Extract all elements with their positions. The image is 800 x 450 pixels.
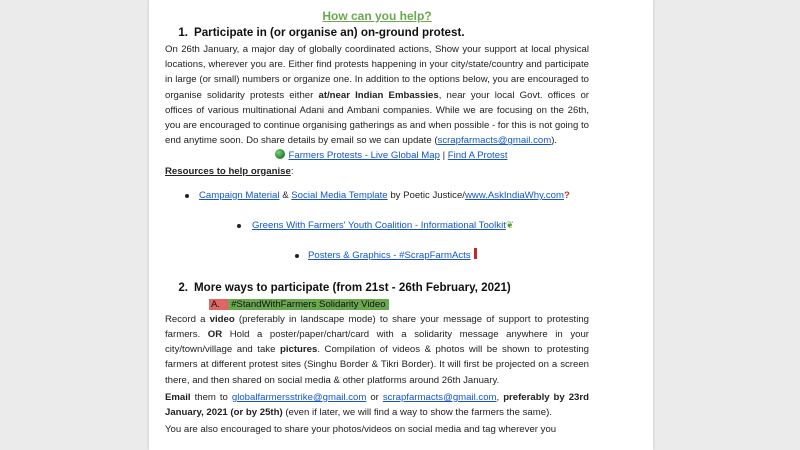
resource-item-3-text <box>308 241 477 271</box>
help-heading: How can you help? <box>322 9 432 23</box>
resource-item-3 <box>165 241 589 271</box>
resources-colon: : <box>290 165 294 177</box>
deadline-bold: preferably by 23rd January, 2021 (or by 25th) <box>165 391 589 419</box>
subsection-a-letter: A. <box>209 299 228 310</box>
question-mark-icon: ? <box>563 189 570 201</box>
para-text-rest: , near your local Govt. offices or offices of various multinational Adani and Ambani companies. While we are focusing on the 26th, you are encouraged to continue organising gatherings as and when possible - for this is not going to end anytime soon. Do share details by email so we can update ( <box>165 89 590 147</box>
p2-text: them to <box>190 391 232 403</box>
resource-item-1-text <box>199 181 570 211</box>
p2-text: , <box>496 391 504 403</box>
link-separator: | <box>442 150 446 162</box>
askindiawhy-link[interactable]: www.AskIndiaWhy.com <box>464 189 564 201</box>
document-page <box>149 0 653 450</box>
video-bold: video <box>209 313 235 325</box>
email-paragraph <box>165 390 589 420</box>
section-1-number: 1. <box>178 26 188 39</box>
bullet-dot <box>295 254 299 258</box>
section-2-title <box>165 279 589 297</box>
campaign-material-link[interactable]: Campaign Material <box>199 189 280 201</box>
section-1-title-text: Participate in (or organise an) on-ground protest. <box>194 26 465 39</box>
scrapfarmacts-email-link[interactable]: scrapfarmacts@gmail.com <box>382 391 497 403</box>
resource-item-2-text <box>252 211 514 241</box>
posters-graphics-link[interactable]: Posters & Graphics - #ScrapFarmActs <box>308 249 471 261</box>
para-end: ). <box>551 135 558 147</box>
find-a-protest-link[interactable]: Find A Protest <box>447 150 508 162</box>
solidarity-video-title: #StandWithFarmers Solidarity Video <box>228 299 388 310</box>
p1-text: . Compilation of videos & photos will be shown to protesting farmers at different protest sites (Singhu Border & Tikri Border). It will first be projected on a screen there, and then shared on social media & other platforms around 26th January. <box>165 344 589 386</box>
pictures-bold: pictures <box>280 344 318 356</box>
email-bold: Email <box>165 391 191 403</box>
document-content <box>165 0 589 437</box>
bullet-dot <box>185 194 189 198</box>
live-global-map-link[interactable]: Farmers Protests - Live Global Map <box>288 150 440 162</box>
section-1-title <box>165 24 589 42</box>
social-media-template-link[interactable]: Social Media Template <box>291 189 388 201</box>
globe-icon <box>275 149 285 159</box>
ampersand: & <box>282 189 289 201</box>
youth-coalition-toolkit-link[interactable]: Greens With Farmers' Youth Coalition - Informational Toolkit <box>252 219 506 231</box>
p1-text: Record a <box>165 313 210 325</box>
resource-item-2 <box>165 211 589 241</box>
globalfarmersstrike-email-link[interactable]: globalfarmersstrike@gmail.com <box>231 391 367 403</box>
p2-text: or <box>366 391 383 403</box>
resource-item-1 <box>165 181 589 211</box>
embassies-bold: at/near Indian Embassies <box>318 89 439 101</box>
section-1-paragraph <box>165 42 589 148</box>
para-text: On 26th January, a major day of globally coordinated actions, Show your support at local physical locations, wherever you are. Either find protests happening in your city/state/country and participate in large (or small) numbers or organize one. In addition to the options below, you are encouraged to organise solidarity protests either <box>165 44 589 101</box>
p1-text: (preferably in landscape mode) to share your message of support to protesting farmers. <box>165 313 590 341</box>
poetic-justice-text: by Poetic Justice/ <box>390 189 465 201</box>
resources-title: Resources to help organise <box>165 165 291 177</box>
section-2-number: 2. <box>178 280 188 294</box>
bullet-dot <box>237 224 241 228</box>
seedling-icon: ❦ <box>505 219 514 231</box>
section-2-title-text: More ways to participate (from 21st - 26th February, 2021) <box>194 280 511 294</box>
map-links-row <box>193 148 589 163</box>
email-link[interactable]: scrapfarmacts@gmail.com <box>437 135 552 147</box>
red-bar-icon <box>474 248 477 259</box>
share-paragraph: You are also encouraged to share your photos/videos on social media and tag wherever you <box>165 424 557 436</box>
resources-heading <box>165 164 589 179</box>
p2-text: (even if later, we will find a way to show the farmers the same). <box>282 407 552 419</box>
video-paragraph <box>165 312 589 388</box>
subsection-a-heading <box>209 297 589 312</box>
p1-text: Hold a poster/paper/chart/card with a solidarity message anywhere in your city/town/village and take <box>165 329 589 356</box>
or-bold: OR <box>207 329 223 341</box>
